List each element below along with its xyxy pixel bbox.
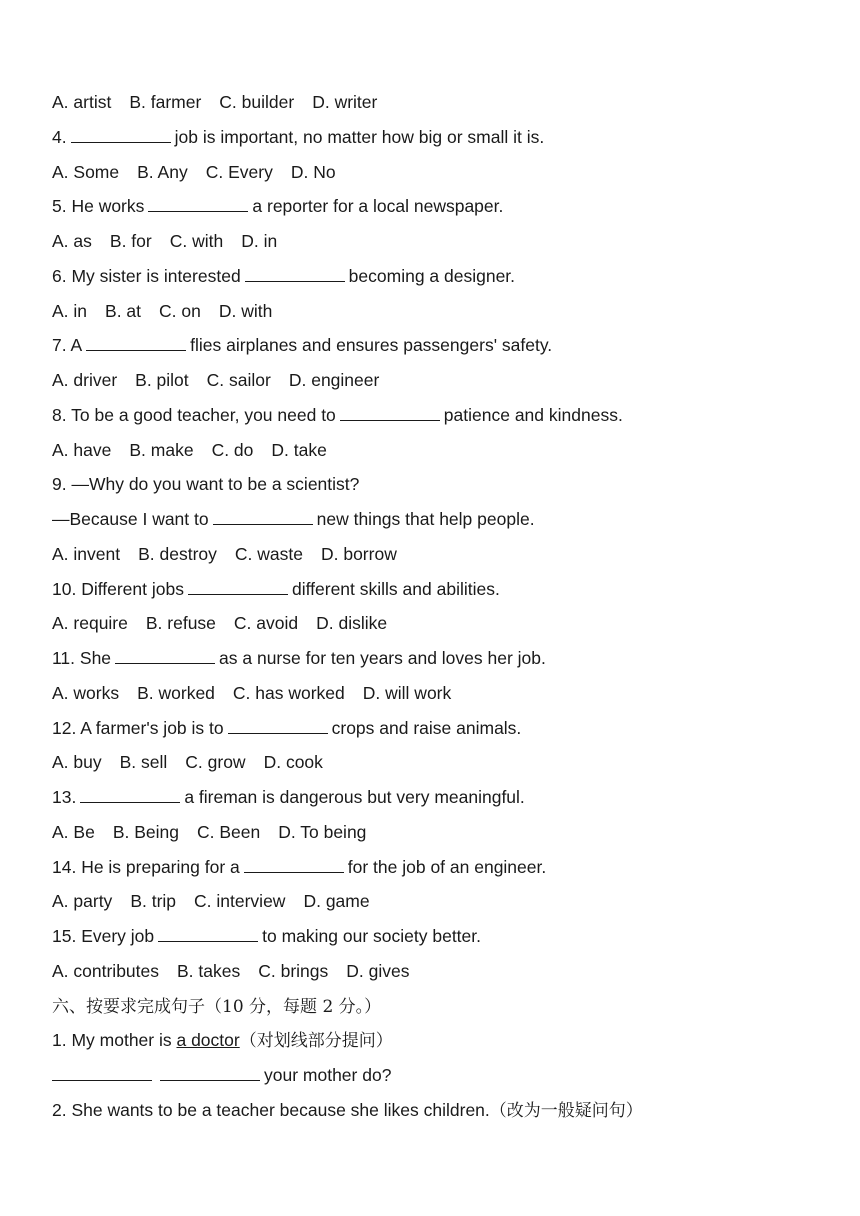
answer-option: D. game (303, 891, 370, 912)
answer-blank (340, 403, 440, 421)
answer-blank (213, 507, 313, 525)
question-line (52, 923, 842, 958)
question-line (52, 715, 842, 750)
question-text: 13. (52, 787, 77, 807)
question-text: crops and raise animals. (331, 717, 522, 738)
question-text: 2. She wants to be a teacher because she likes children. (52, 1099, 490, 1120)
answer-option: C. has worked (232, 682, 345, 703)
answer-option: B. farmer (129, 92, 202, 112)
answer-option: B. trip (130, 891, 177, 912)
question-text: 1. My mother is (52, 1030, 177, 1051)
question-line (52, 506, 842, 541)
answer-blank (160, 1063, 260, 1081)
answer-option: B. for (109, 231, 152, 251)
answer-option: C. Been (196, 821, 261, 842)
question-text: becoming a designer. (348, 265, 516, 286)
answer-option: C. Every (205, 161, 273, 182)
question-line (52, 193, 842, 228)
question-line (52, 124, 842, 159)
answer-option: C. brings (258, 960, 329, 981)
question-text: patience and kindness. (443, 404, 623, 425)
answer-options (52, 749, 842, 784)
answer-options (52, 89, 842, 124)
answer-blank (228, 716, 328, 734)
question-line (52, 471, 842, 506)
question-line (52, 1027, 842, 1062)
answer-blank (244, 855, 344, 873)
answer-option: D. No (290, 161, 336, 182)
answer-option: D. with (218, 300, 273, 321)
answer-option: A. driver (52, 370, 118, 390)
answer-option: A. buy (52, 752, 102, 773)
answer-options (52, 958, 842, 993)
answer-options (52, 437, 842, 472)
answer-blank (148, 194, 248, 212)
question-text: new things that help people. (316, 509, 535, 529)
answer-option: D. take (271, 439, 327, 460)
instruction-text: （对划线部分提问） (239, 1031, 393, 1052)
question-text: —Because I want to (52, 509, 209, 529)
question-line (52, 1097, 842, 1132)
answer-option: D. in (241, 231, 278, 251)
answer-line (52, 1062, 842, 1097)
answer-options (52, 541, 842, 576)
answer-option: C. avoid (233, 613, 299, 634)
answer-option: A. artist (52, 92, 112, 112)
underlined-part: a doctor (176, 1030, 240, 1051)
answer-option: C. grow (185, 752, 246, 773)
answer-option: C. waste (234, 543, 303, 564)
question-line (52, 645, 842, 680)
answer-option: D. To being (278, 821, 367, 842)
answer-option: B. pilot (135, 370, 189, 390)
answer-option: D. will work (362, 682, 452, 703)
question-line (52, 576, 842, 611)
answer-option: A. have (52, 439, 112, 460)
question-text: 5. He works (52, 196, 145, 217)
question-text: 14. He is preparing for a (52, 856, 240, 877)
answer-options (52, 228, 842, 263)
question-text: 6. My sister is interested (52, 265, 241, 286)
answer-options (52, 298, 842, 333)
answer-option: A. as (52, 231, 92, 251)
answer-blank (80, 785, 180, 803)
question-text: your mother do? (264, 1065, 392, 1085)
answer-option: A. require (52, 613, 128, 634)
section-title: 六、按要求完成句子（10 分，每题 2 分。） (52, 996, 382, 1017)
question-line (52, 402, 842, 437)
question-text: 15. Every job (52, 926, 155, 946)
answer-option: A. invent (52, 543, 121, 564)
answer-blank (52, 1063, 152, 1081)
answer-options (52, 888, 842, 923)
answer-option: A. contributes (52, 960, 159, 981)
answer-option: D. engineer (288, 370, 380, 390)
answer-option: A. in (52, 300, 88, 321)
answer-option: C. on (159, 300, 201, 321)
question-text: 9. —Why do you want to be a scientist? (52, 474, 360, 495)
answer-option: D. dislike (316, 613, 388, 634)
question-text: as a nurse for ten years and loves her job. (219, 648, 546, 668)
answer-options (52, 819, 842, 854)
answer-blank (245, 264, 345, 282)
answer-blank (188, 577, 288, 595)
answer-option: A. Be (52, 821, 95, 842)
answer-option: B. takes (177, 960, 241, 981)
question-text: for the job of an engineer. (347, 856, 547, 877)
answer-blank (115, 646, 215, 664)
question-line (52, 263, 842, 298)
question-text: 8. To be a good teacher, you need to (52, 404, 336, 425)
answer-blank (86, 333, 186, 351)
instruction-text: （改为一般疑问句） (489, 1100, 643, 1121)
answer-blank (158, 924, 258, 942)
answer-option: A. works (52, 682, 120, 703)
answer-blank (71, 125, 171, 143)
question-text: 11. She (52, 648, 112, 668)
answer-option: C. with (169, 231, 224, 251)
question-text: 12. A farmer's job is to (52, 717, 224, 738)
answer-option: D. writer (312, 92, 378, 112)
answer-option: A. Some (52, 161, 120, 182)
answer-option: B. worked (137, 682, 215, 703)
answer-options (52, 159, 842, 194)
worksheet (52, 89, 842, 1132)
question-text: flies airplanes and ensures passengers' safety. (190, 335, 553, 356)
answer-option: C. do (211, 439, 254, 460)
answer-option: C. sailor (206, 370, 271, 390)
answer-option: D. cook (263, 752, 323, 773)
answer-option: B. Being (112, 821, 179, 842)
answer-option: B. destroy (138, 543, 217, 564)
question-text: a fireman is dangerous but very meaningful. (184, 787, 525, 807)
answer-options (52, 610, 842, 645)
answer-option: B. make (129, 439, 194, 460)
question-text: a reporter for a local newspaper. (252, 196, 504, 217)
answer-option: C. interview (194, 891, 286, 912)
answer-options (52, 680, 842, 715)
question-text: to making our society better. (262, 926, 482, 946)
question-text: 10. Different jobs (52, 578, 184, 599)
answer-option: A. party (52, 891, 113, 912)
question-line (52, 854, 842, 889)
question-line (52, 784, 842, 819)
answer-option: B. Any (137, 161, 188, 182)
answer-options (52, 367, 842, 402)
question-line (52, 332, 842, 367)
answer-option: D. gives (346, 960, 410, 981)
question-text: 4. (52, 126, 67, 147)
answer-option: D. borrow (320, 543, 397, 564)
answer-option: B. sell (119, 752, 168, 773)
question-text: job is important, no matter how big or small it is. (174, 126, 545, 147)
answer-option: C. builder (219, 92, 295, 112)
answer-option: B. at (105, 300, 142, 321)
question-text: 7. A (52, 335, 83, 356)
section-heading (52, 993, 842, 1028)
answer-option: B. refuse (145, 613, 216, 634)
question-text: different skills and abilities. (291, 578, 500, 599)
